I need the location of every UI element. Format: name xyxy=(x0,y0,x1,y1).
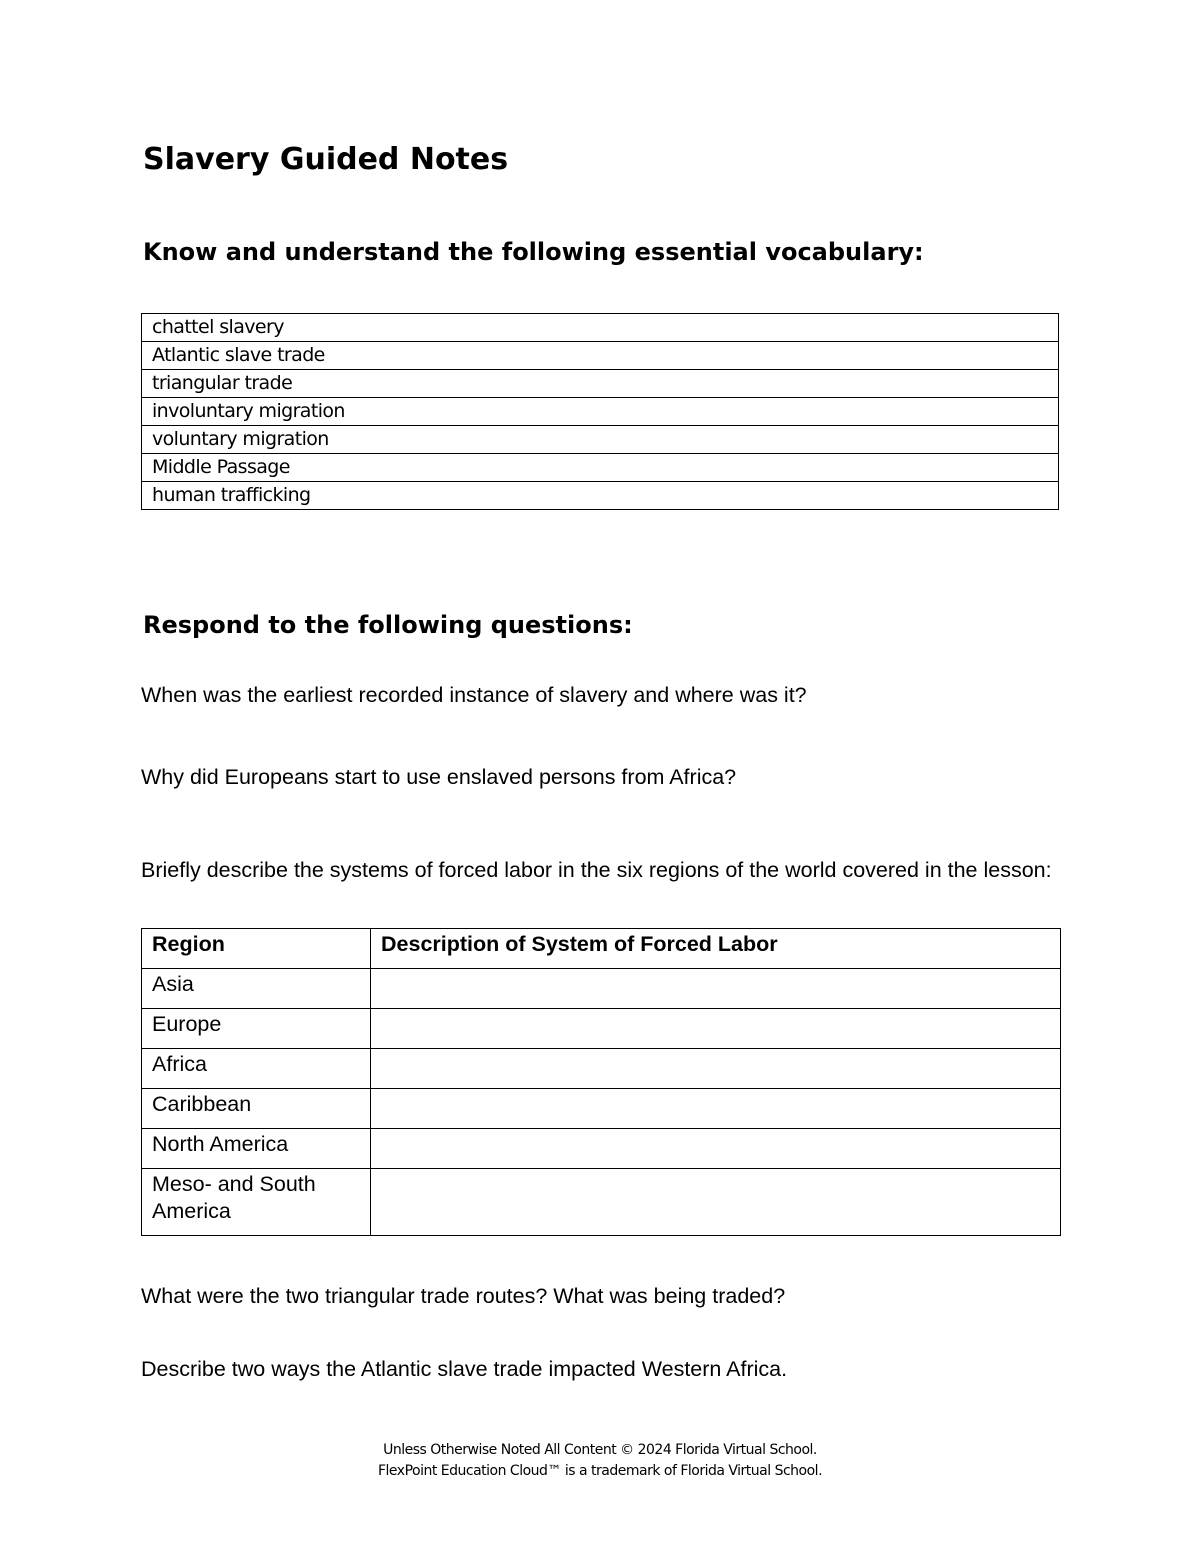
question-forced-labor-systems: Briefly describe the systems of forced labor in the six regions of the world covered in the lesson: xyxy=(141,858,1052,882)
question-europeans-africa: Why did Europeans start to use enslaved persons from Africa? xyxy=(141,765,737,789)
region-column-header: Region xyxy=(142,929,371,969)
vocab-row xyxy=(142,454,1059,482)
question-earliest-slavery: When was the earliest recorded instance of slavery and where was it? xyxy=(141,683,807,707)
region-cell: Europe xyxy=(142,1009,371,1049)
vocab-row xyxy=(142,314,1059,342)
table-row xyxy=(142,1049,1061,1089)
description-cell[interactable] xyxy=(371,1049,1061,1089)
table-row xyxy=(142,1089,1061,1129)
vocabulary-table xyxy=(141,313,1059,510)
copyright-line: Unless Otherwise Noted All Content © 2024 Florida Virtual School. xyxy=(383,1442,817,1458)
description-cell[interactable] xyxy=(371,1089,1061,1129)
table-row xyxy=(142,1009,1061,1049)
vocab-term: chattel slavery xyxy=(142,314,1059,342)
vocab-term: Atlantic slave trade xyxy=(142,342,1059,370)
vocab-term: Middle Passage xyxy=(142,454,1059,482)
vocab-term: triangular trade xyxy=(142,370,1059,398)
page-footer xyxy=(0,1440,1200,1482)
vocab-term: voluntary migration xyxy=(142,426,1059,454)
region-cell: Meso- and South America xyxy=(142,1169,371,1236)
forced-labor-table xyxy=(141,928,1061,1236)
vocab-term: involuntary migration xyxy=(142,398,1059,426)
question-impact-western-africa: Describe two ways the Atlantic slave trade impacted Western Africa. xyxy=(141,1357,788,1381)
vocab-row xyxy=(142,370,1059,398)
vocab-row xyxy=(142,426,1059,454)
region-cell: North America xyxy=(142,1129,371,1169)
region-cell: Caribbean xyxy=(142,1089,371,1129)
trademark-line: FlexPoint Education Cloud™ is a trademark of Florida Virtual School. xyxy=(377,1463,823,1479)
page-title: Slavery Guided Notes xyxy=(143,142,509,177)
questions-heading: Respond to the following questions: xyxy=(143,611,633,639)
description-cell[interactable] xyxy=(371,1009,1061,1049)
description-column-header: Description of System of Forced Labor xyxy=(371,929,1061,969)
table-row xyxy=(142,1169,1061,1236)
vocab-row xyxy=(142,342,1059,370)
description-cell[interactable] xyxy=(371,1129,1061,1169)
vocabulary-heading: Know and understand the following essential vocabulary: xyxy=(143,238,924,266)
vocab-row xyxy=(142,482,1059,510)
description-cell[interactable] xyxy=(371,1169,1061,1236)
table-row xyxy=(142,969,1061,1009)
table-header-row xyxy=(142,929,1061,969)
question-triangular-trade: What were the two triangular trade routes? What was being traded? xyxy=(141,1284,786,1308)
description-cell[interactable] xyxy=(371,969,1061,1009)
region-cell: Asia xyxy=(142,969,371,1009)
table-row xyxy=(142,1129,1061,1169)
vocab-term: human trafficking xyxy=(142,482,1059,510)
region-cell: Africa xyxy=(142,1049,371,1089)
vocab-row xyxy=(142,398,1059,426)
